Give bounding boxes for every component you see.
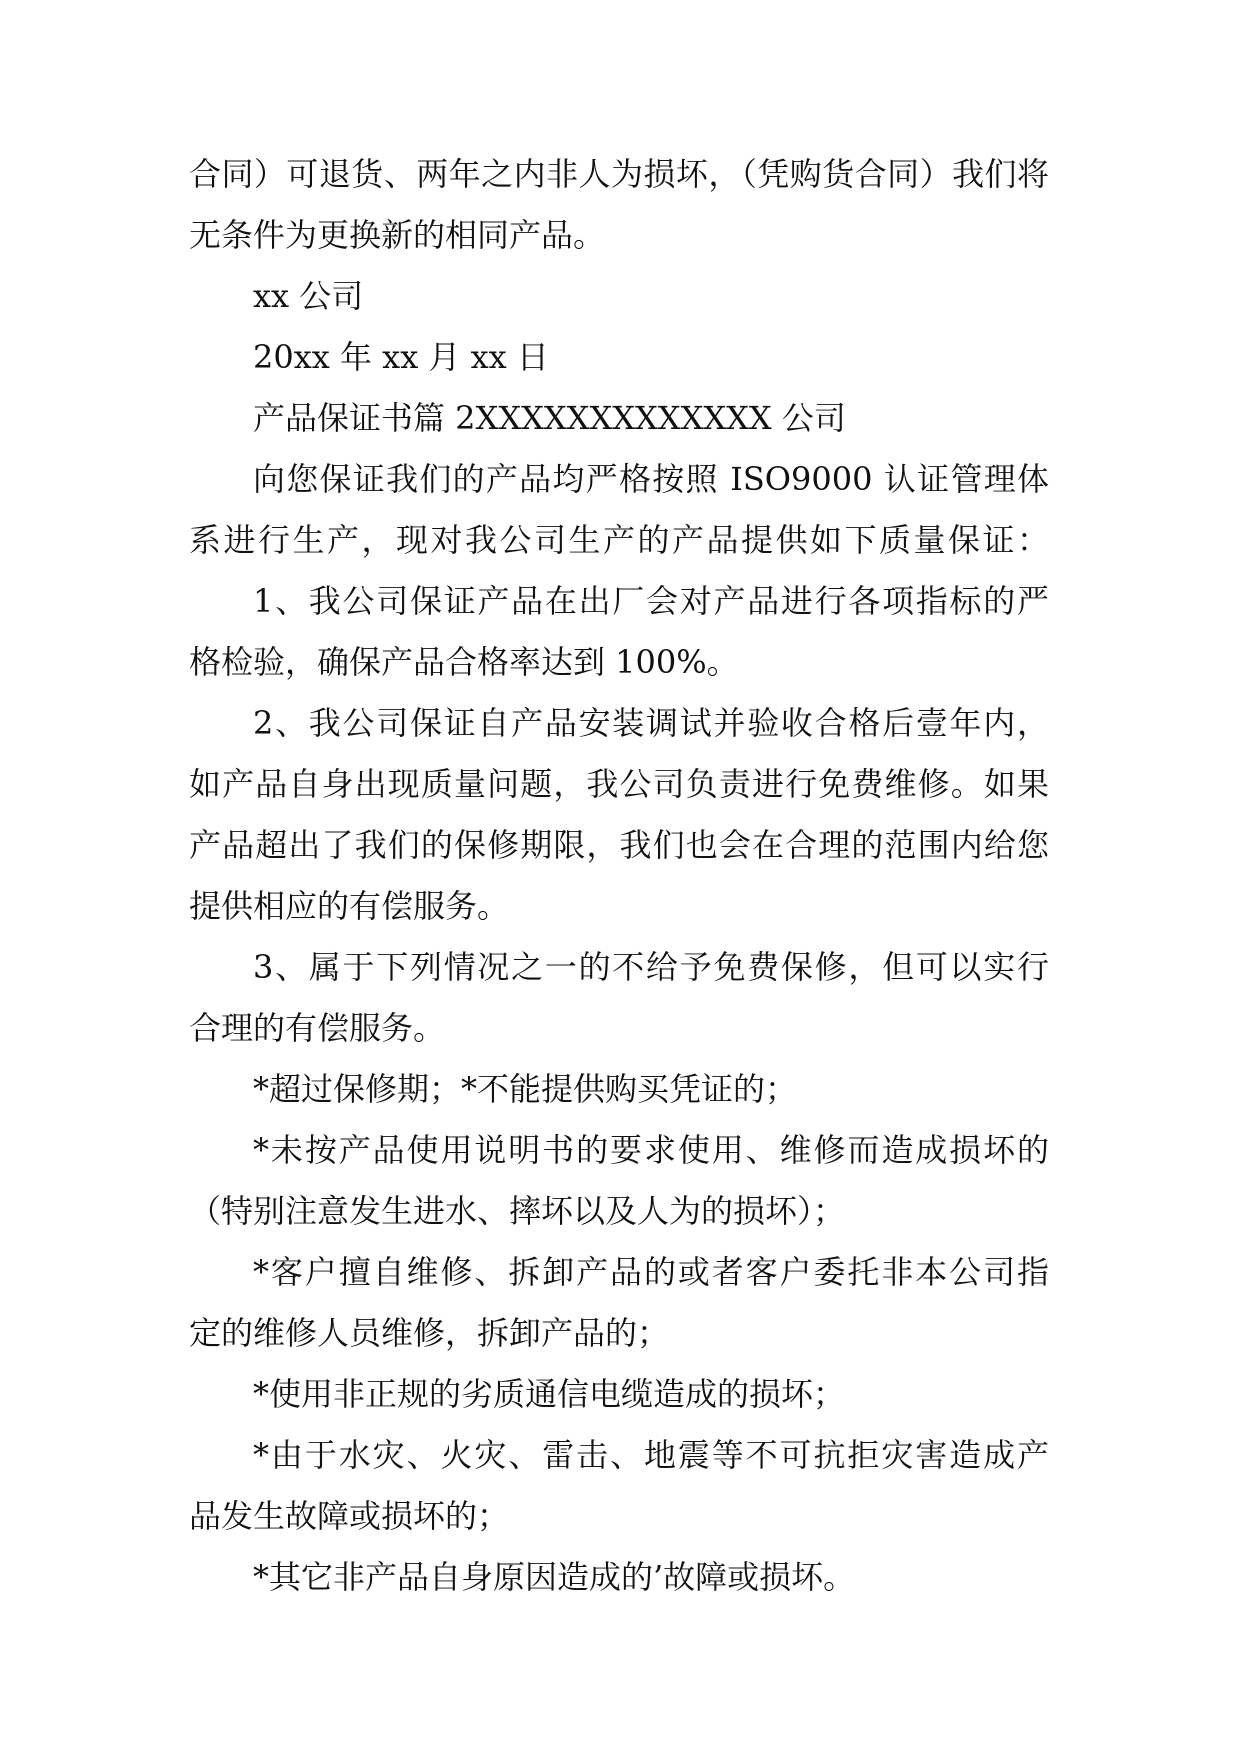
bullet-item: *由于水灾、火灾、雷击、地震等不可抗拒灾害造成产 (253, 1436, 1049, 1474)
company-signature: xx 公司 (253, 277, 364, 315)
list-item-1: 1、我公司保证产品在出厂会对产品进行各项指标的严 (253, 582, 1049, 620)
paragraph-line: 品发生故障或损坏的； (189, 1497, 510, 1535)
bullet-item: *其它非产品自身原因造成的’故障或损坏。 (253, 1558, 856, 1596)
paragraph-line: 定的维修人员维修，拆卸产品的； (189, 1314, 670, 1352)
list-item-3: 3、属于下列情况之一的不给予免费保修，但可以实行 (253, 948, 1049, 986)
list-item-2: 2、我公司保证自产品安装调试并验收合格后壹年内， (253, 704, 1049, 742)
document-body (189, 144, 1049, 1608)
bullet-item: *使用非正规的劣质通信电缆造成的损坏； (253, 1375, 846, 1413)
paragraph-line: 无条件为更换新的相同产品。 (189, 216, 606, 254)
paragraph-line: 向您保证我们的产品均严格按照 ISO9000 认证管理体 (253, 460, 1049, 498)
bullet-item: *未按产品使用说明书的要求使用、维修而造成损坏的 (253, 1131, 1049, 1169)
paragraph-line: 合同）可退货、两年之内非人为损坏，（凭购货合同）我们将 (189, 155, 1049, 193)
paragraph-line: 合理的有偿服务。 (189, 1009, 446, 1047)
section-heading: 产品保证书篇 2XXXXXXXXXXXXX 公司 (253, 399, 846, 437)
paragraph-line: 如产品自身出现质量问题，我公司负责进行免费维修。如果 (189, 765, 1049, 803)
bullet-item: *客户擅自维修、拆卸产品的或者客户委托非本公司指 (253, 1253, 1049, 1291)
paragraph-line: （特别注意发生进水、摔坏以及人为的损坏）； (189, 1192, 846, 1230)
signature-date: 20xx 年 xx 月 xx 日 (253, 338, 549, 376)
bullet-item: *超过保修期；*不能提供购买凭证的； (253, 1070, 798, 1108)
paragraph-line: 提供相应的有偿服务。 (189, 887, 510, 925)
paragraph-line: 产品超出了我们的保修期限，我们也会在合理的范围内给您 (189, 826, 1049, 864)
paragraph-line: 格检验，确保产品合格率达到 100%。 (189, 643, 739, 681)
paragraph-line: 系进行生产，现对我公司生产的产品提供如下质量保证： (189, 521, 1049, 559)
